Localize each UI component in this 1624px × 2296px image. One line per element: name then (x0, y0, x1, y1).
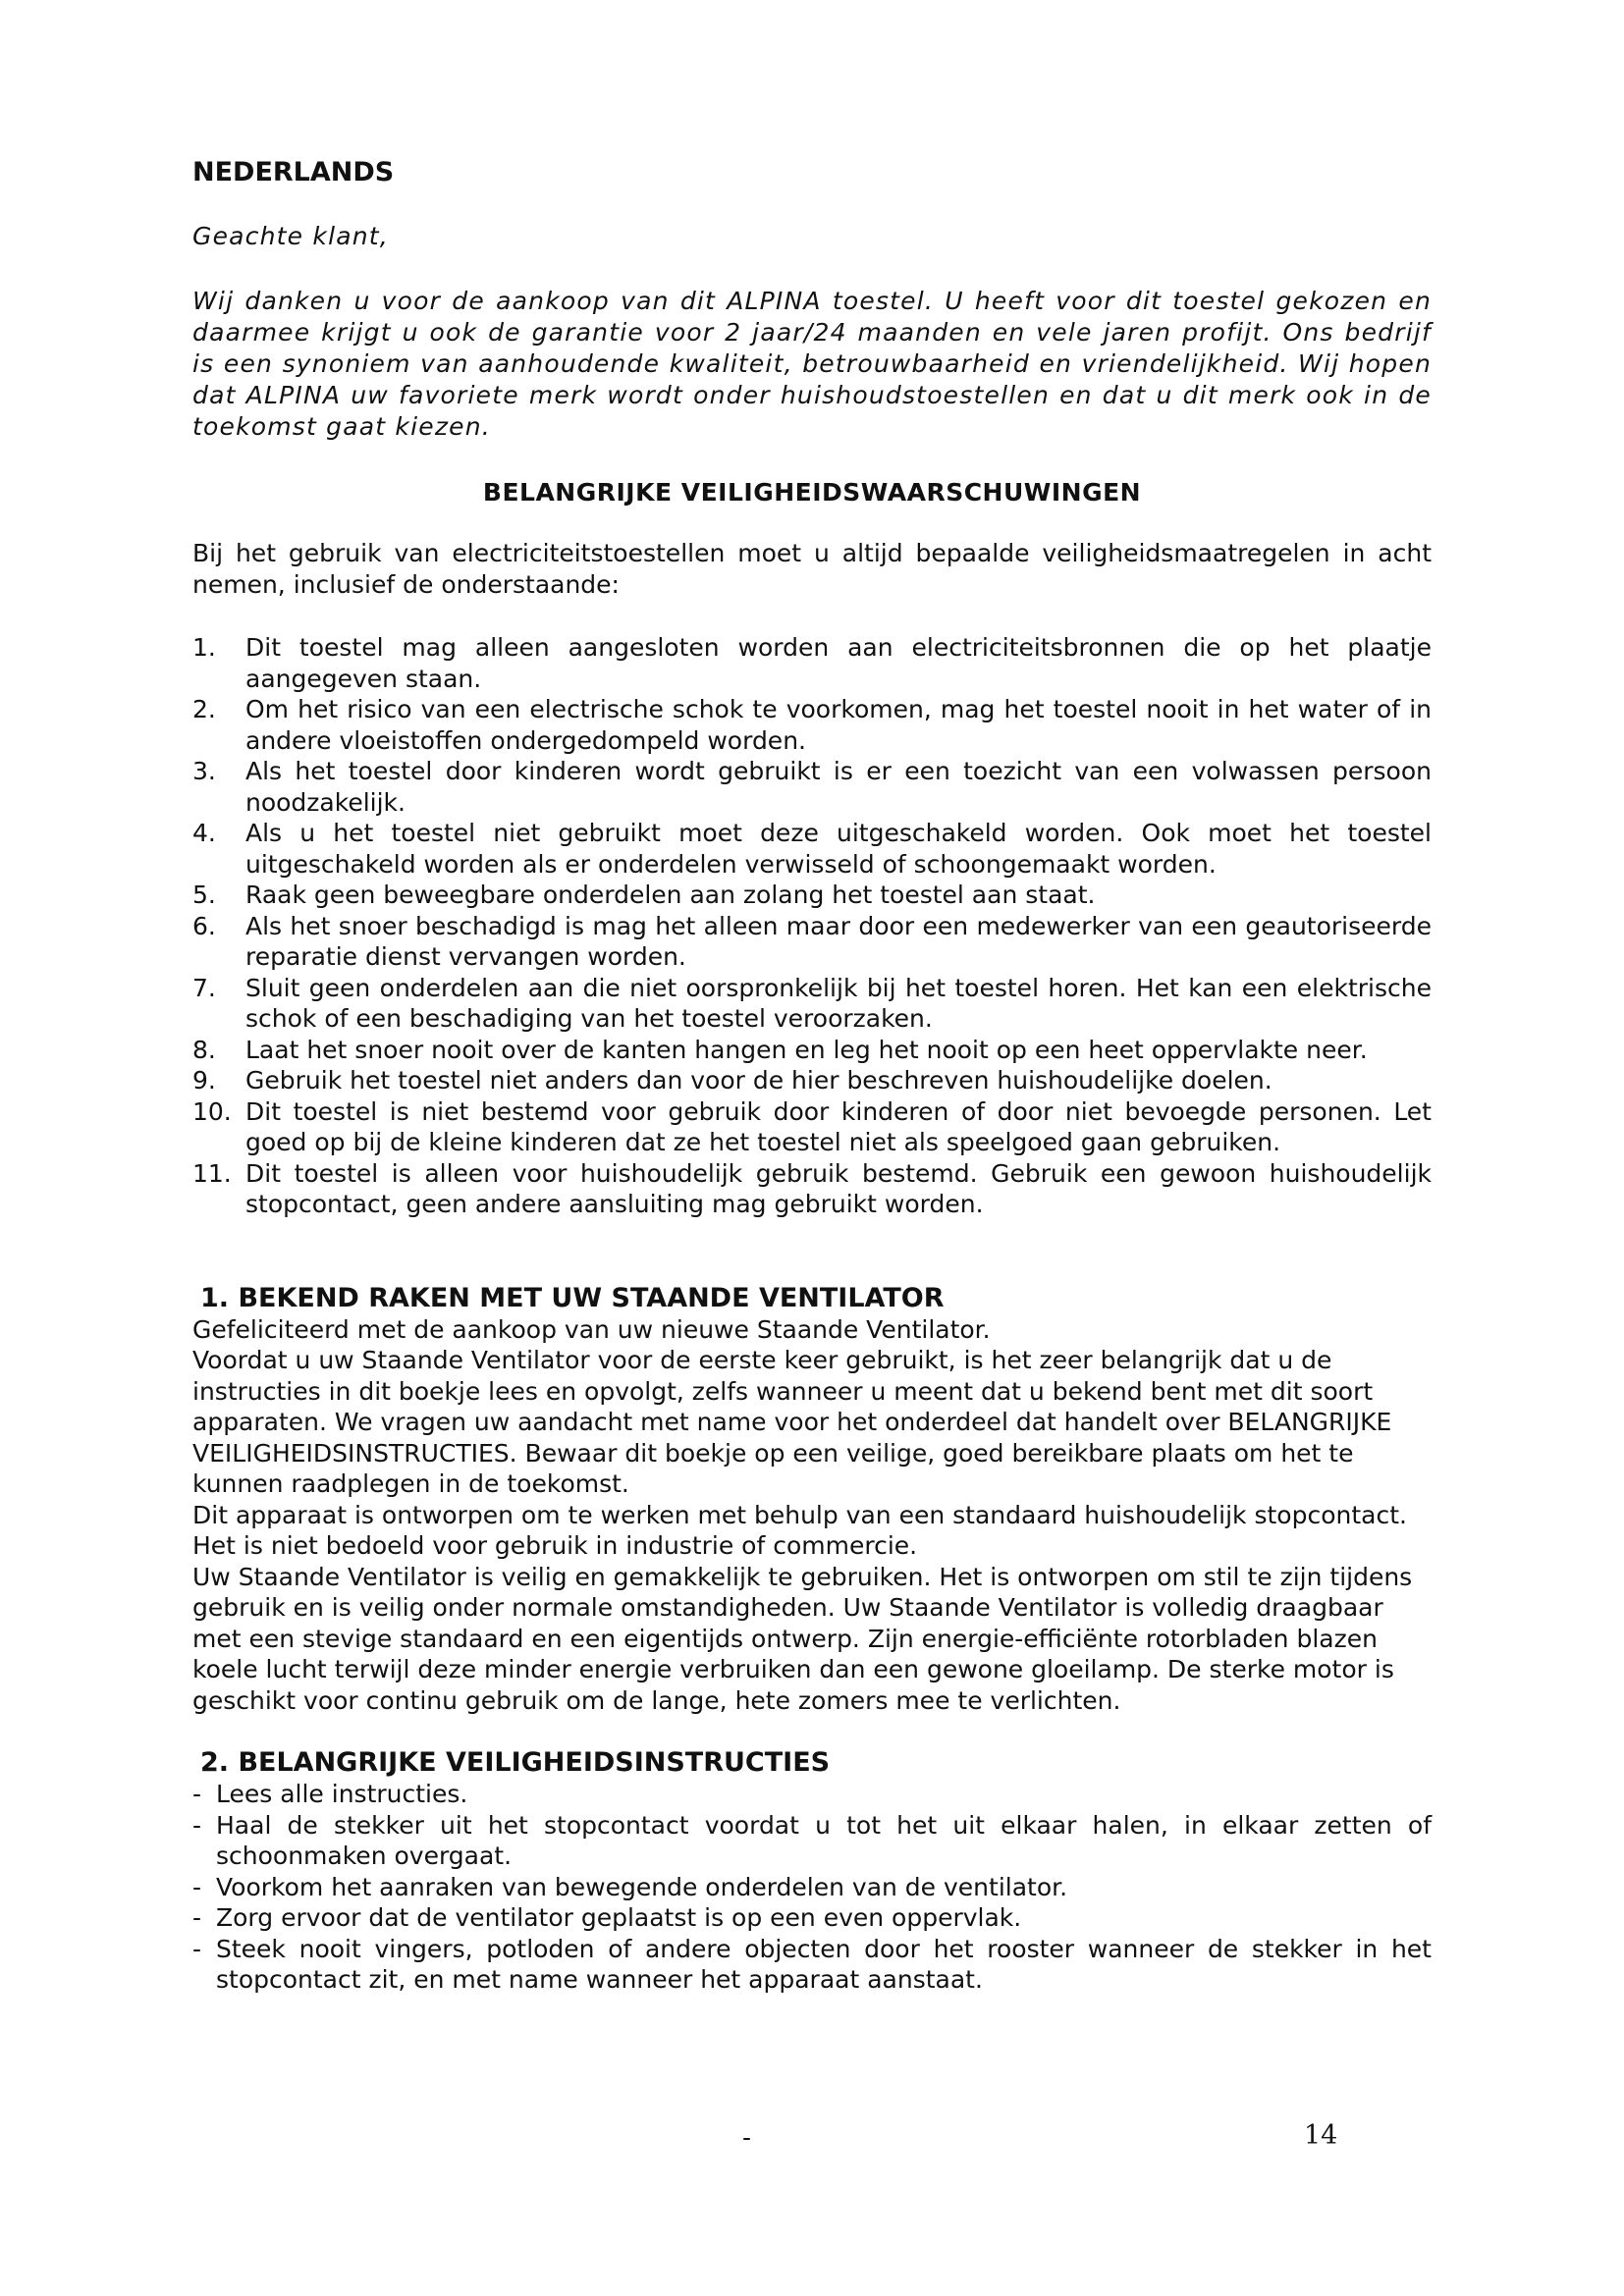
list-item (192, 756, 1432, 818)
list-item (192, 694, 1432, 756)
item-text: Raak geen beweegbare onderdelen aan zolang het toestel aan staat. (245, 881, 1096, 909)
item-number: 4. (192, 819, 216, 847)
salutation: Geachte klant, (192, 222, 389, 250)
dash-bullet: - (192, 1903, 202, 1932)
section1-line: Uw Staande Ventilator is veilig en gemakkelijk te gebruiken. Het is ontworpen om stil te zijn tijdens gebruik en is veilig onder normale omstandigheden. Uw Staande Ventilator is volledig draagbaar met een stevige standaard en een eigentijds ontwerp. Zijn energie-efficiënte rotorbladen blazen koele lucht terwijl deze minder energie verbruiken dan een gewone gloeilamp. De sterke motor is geschikt voor continu gebruik om de lange, hete zomers mee te verlichten. (192, 1562, 1413, 1715)
list-item (192, 818, 1432, 880)
item-text: Dit toestel is niet bestemd voor gebruik door kinderen of door niet bevoegde personen. Let goed op bij de kleine kinderen dat ze het toestel niet als speelgoed gaan gebruiken. (245, 1096, 1432, 1156)
section1-line: Gefeliciteerd met de aankoop van uw nieuwe Staande Ventilator. (192, 1314, 991, 1344)
item-number: 11. (192, 1158, 232, 1188)
list-item (192, 973, 1432, 1035)
dash-bullet: - (192, 1780, 202, 1808)
safety-heading: BELANGRIJKE VEILIGHEIDSWAARSCHUWINGEN (482, 478, 1142, 507)
list-item (192, 911, 1432, 973)
item-text: Laat het snoer nooit over de kanten hangen en leg het nooit op een heet oppervlakte neer. (245, 1035, 1368, 1064)
section1-line: Dit apparaat is ontworpen om te werken met behulp van een standaard huishoudelijk stopcontact. Het is niet bedoeld voor gebruik in industrie of commercie. (192, 1500, 1407, 1560)
item-number: 1. (192, 633, 216, 662)
item-text: Steek nooit vingers, potloden of andere objecten door het rooster wanneer de stekker in het stopcontact zit, en met name wanneer het apparaat aanstaat. (216, 1934, 1432, 1994)
list-item (192, 1065, 1432, 1096)
section1-line: Voordat u uw Staande Ventilator voor de eerste keer gebruikt, is het zeer belangrijk dat u de instructies in dit boekje lees en opvolgt, zelfs wanneer u meent dat u bekend bent met dit soort apparaten. We vragen uw aandacht met name voor het onderdeel dat handelt over BELANGRIJKE VEILIGHEIDSINSTRUCTIES. Bewaar dit boekje op een veilige, goed bereikbare plaats om het te kunnen raadplegen in de toekomst. (192, 1346, 1392, 1498)
item-number: 5. (192, 881, 216, 909)
item-number: 6. (192, 911, 216, 940)
safety-rules-list (192, 632, 1432, 1220)
item-text: Gebruik het toestel niet anders dan voor de hier beschreven huishoudelijke doelen. (245, 1066, 1272, 1095)
section1-title: 1. BEKEND RAKEN MET UW STAANDE VENTILATOR (200, 1282, 945, 1313)
item-text: Zorg ervoor dat de ventilator geplaatst is op een even oppervlak. (216, 1903, 1022, 1932)
list-item (192, 1035, 1432, 1066)
item-text: Om het risico van een electrische schok te voorkomen, mag het toestel nooit in het water of in andere vloeistoffen ondergedompeld worden. (245, 695, 1432, 755)
safety-intro: Bij het gebruik van electriciteitstoestellen moet u altijd bepaalde veiligheidsmaatregelen in acht nemen, inclusief de onderstaande: (192, 539, 1432, 599)
item-text: Voorkom het aanraken van bewegende onderdelen van de ventilator. (216, 1872, 1068, 1901)
item-text: Dit toestel is alleen voor huishoudelijk gebruik bestemd. Gebruik een gewoon huishoudelijk stopcontact, geen andere aansluiting mag gebruikt worden. (245, 1158, 1432, 1218)
section2-list (192, 1779, 1432, 1996)
page-number: 14 (1304, 2120, 1338, 2151)
item-number: 8. (192, 1035, 216, 1064)
item-number: 2. (192, 695, 216, 723)
item-number: 10. (192, 1096, 232, 1126)
item-number: 3. (192, 757, 216, 785)
item-text: Als u het toestel niet gebruikt moet deze uitgeschakeld worden. Ook moet het toestel uitgeschakeld worden als er onderdelen verwisseld of schoongemaakt worden. (245, 819, 1432, 879)
section2-title: 2. BELANGRIJKE VEILIGHEIDSINSTRUCTIES (200, 1747, 831, 1778)
thanks-paragraph: Wij danken u voor de aankoop van dit ALPINA toestel. U heeft voor dit toestel gekozen en daarmee krijgt u ook de garantie voor 2 jaar/24 maanden en vele jaren profijt. Ons bedrijf is een synoniem van aanhoudende kwaliteit, betrouwbaarheid en vriendelijkheid. Wij hopen dat ALPINA uw favoriete merk wordt onder huishoudstoestellen en dat u dit merk ook in de toekomst gaat kiezen. (192, 287, 1432, 441)
item-text: Als het toestel door kinderen wordt gebruikt is er een toezicht van een volwassen persoon noodzakelijk. (245, 757, 1432, 817)
language-heading: NEDERLANDS (192, 157, 395, 187)
list-item (192, 1810, 1432, 1872)
list-item (192, 880, 1432, 911)
list-item (192, 1934, 1432, 1996)
dash-bullet: - (192, 1810, 202, 1840)
item-number: 9. (192, 1066, 216, 1095)
item-text: Dit toestel mag alleen aangesloten worden aan electriciteitsbronnen die op het plaatje aangegeven staan. (245, 633, 1432, 693)
list-item (192, 632, 1432, 694)
dash-bullet: - (192, 1934, 202, 1963)
page-content (192, 157, 1432, 1996)
list-item (192, 1158, 1432, 1220)
list-item (192, 1872, 1432, 1903)
section1-body (192, 1314, 1432, 1717)
item-text: Lees alle instructies. (216, 1780, 468, 1808)
list-item (192, 1779, 1432, 1810)
footer-dash: - (742, 2123, 752, 2152)
list-item (192, 1096, 1432, 1158)
list-item (192, 1902, 1432, 1934)
item-text: Als het snoer beschadigd is mag het alleen maar door een medewerker van een geautoriseerde reparatie dienst vervangen worden. (245, 911, 1432, 971)
dash-bullet: - (192, 1872, 202, 1901)
item-number: 7. (192, 973, 216, 1002)
item-text: Haal de stekker uit het stopcontact voordat u tot het uit elkaar halen, in elkaar zetten of schoonmaken overgaat. (216, 1810, 1432, 1870)
item-text: Sluit geen onderdelen aan die niet oorspronkelijk bij het toestel horen. Het kan een elektrische schok of een beschadiging van het toestel veroorzaken. (245, 973, 1432, 1033)
